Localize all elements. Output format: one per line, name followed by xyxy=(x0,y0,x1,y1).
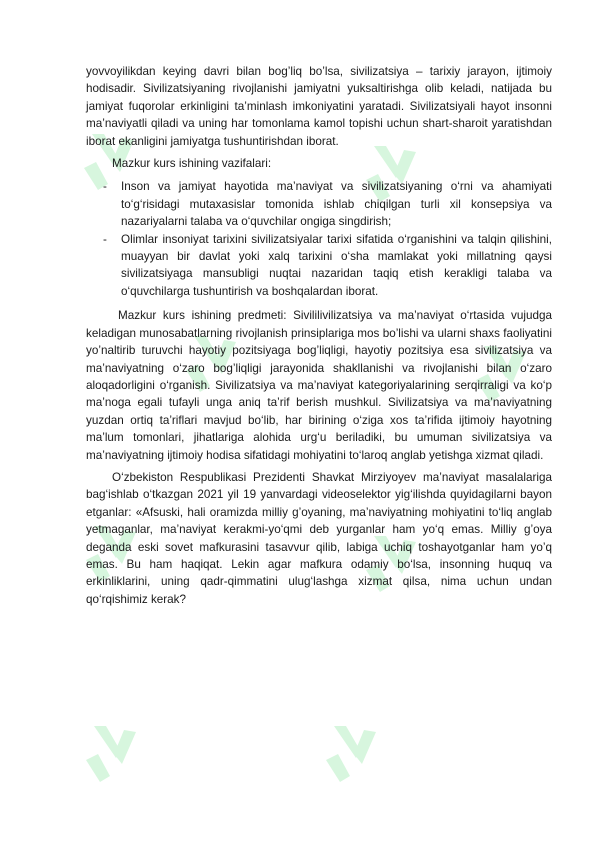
list-bullet: - xyxy=(103,180,107,194)
task-text: Olimlar insoniyat tarixini sivilizatsiyalar tarixi sifatida o‘rganishini va talqin qilishini, muayyan bir davlat yoki xalq tarixini o‘sha mamlakat yoki millatning qaysi sivilizatsiyaga mansubligi nuqtai nazaridan taqiq etish kerakligi talaba va o‘quvchilarga tushuntirish va boshqalardan iborat. xyxy=(121,232,552,298)
green-logo-watermark-icon xyxy=(80,720,142,790)
tasks-list xyxy=(86,178,552,300)
tasks-heading: Mazkur kurs ishining vazifalari: xyxy=(112,157,272,171)
paragraph-subject: Mazkur kurs ishining predmeti: Sivililivilizatsiya va ma’naviyat o‘rtasida vujudga keladigan munosabatlarning rivojlanish prinsiplariga mos bo’lishi va ularni shaxs faoliyatini yo’naltirib turuvchi hayotiy pozitsiyaga bog’liqligi, hayotiy pozitsiya esa sivilizatsiya va ma’naviyatning o‘zaro bog’liqligi jarayonida shakllanishi va rivojlanishi bilan o‘zaro aloqadorligini o‘rganish. Sivilizatsiya va ma’naviyat kategoriyalarining serqirraligi va ko‘p ma’noga egali tufayli unga aniq ta’rif berish mushkul. Sivilizatsiya va ma’naviyatning yuzdan ortiq ta’riflari mavjud bo‘lib, har birining o‘ziga xos ta’rifida ijtimoiy hayotning ma’lum tomonlari, jihatlariga alohida urg‘u beriladiki, bu umuman sivilizatsiya va ma’naviyatning ijtimoiy hodisa sifatidagi mohiyatini to‘laroq anglab yetishga xizmat qiladi. xyxy=(86,309,552,462)
list-item xyxy=(86,231,552,301)
document-body xyxy=(86,63,552,608)
list-item xyxy=(86,178,552,230)
list-bullet: - xyxy=(103,232,107,246)
paragraph-intro: yovvoyilikdan keying davri bilan bog’liq bo’lsa, sivilizatsiya – tarixiy jarayon, ijtimoiy hodisadir. Sivilizatsiyaning rivojlanishi jamiyatni yuksaltirishga olib keladi, natijada bu jamiyat fuqorolar erkinligini ta’minlash imkoniyatini yaratadi. Sivilizatsiyali hayot insonni ma’naviyatli qiladi va uning har tomonlama kamol topishi uchun shart-sharoit yaratishdan iborat ekanligini jamiyatga tushuntirishdan iborat. xyxy=(86,65,552,148)
green-logo-watermark-icon xyxy=(320,720,382,790)
task-text: Inson va jamiyat hayotida ma’naviyat va sivilizatsiyaning o‘rni va ahamiyati to‘g‘risidagi mutaxasislar tomonida ishlab chiqilgan turli xil konsepsiya va nazariyalarni talaba va o‘quvchilar ongiga singdirish; xyxy=(121,180,552,229)
paragraph-president-quote: O‘zbekiston Respublikasi Prezidenti Shavkat Mirziyoyev ma’naviyat masalalariga bag‘ishlab o‘tkazgan 2021 yil 19 yanvardagi videoselektor yig‘ilishda quyidagilarni bayon etganlar: «Afsuski, hali oramizda milliy g’oyaning, ma’naviyatning mohiyatini to‘liq anglab yetmaganlar, ma’naviyat kerakmi-yo‘qmi deb yurganlar ham yo‘q emas. Milliy g’oya deganda eski sovet mafkurasini tasavvur qilib, labiga uchiq toshayotganlar ham yo’q emas. Bu ham haqiqat. Lekin agar mafkura odamiy bo‘lsa, insonning huquq va erkinliklarini, uning qadr-qimmatini ulug‘lashga xizmat qilsa, nima uchun undan qo‘rqishimiz kerak? xyxy=(86,470,552,606)
